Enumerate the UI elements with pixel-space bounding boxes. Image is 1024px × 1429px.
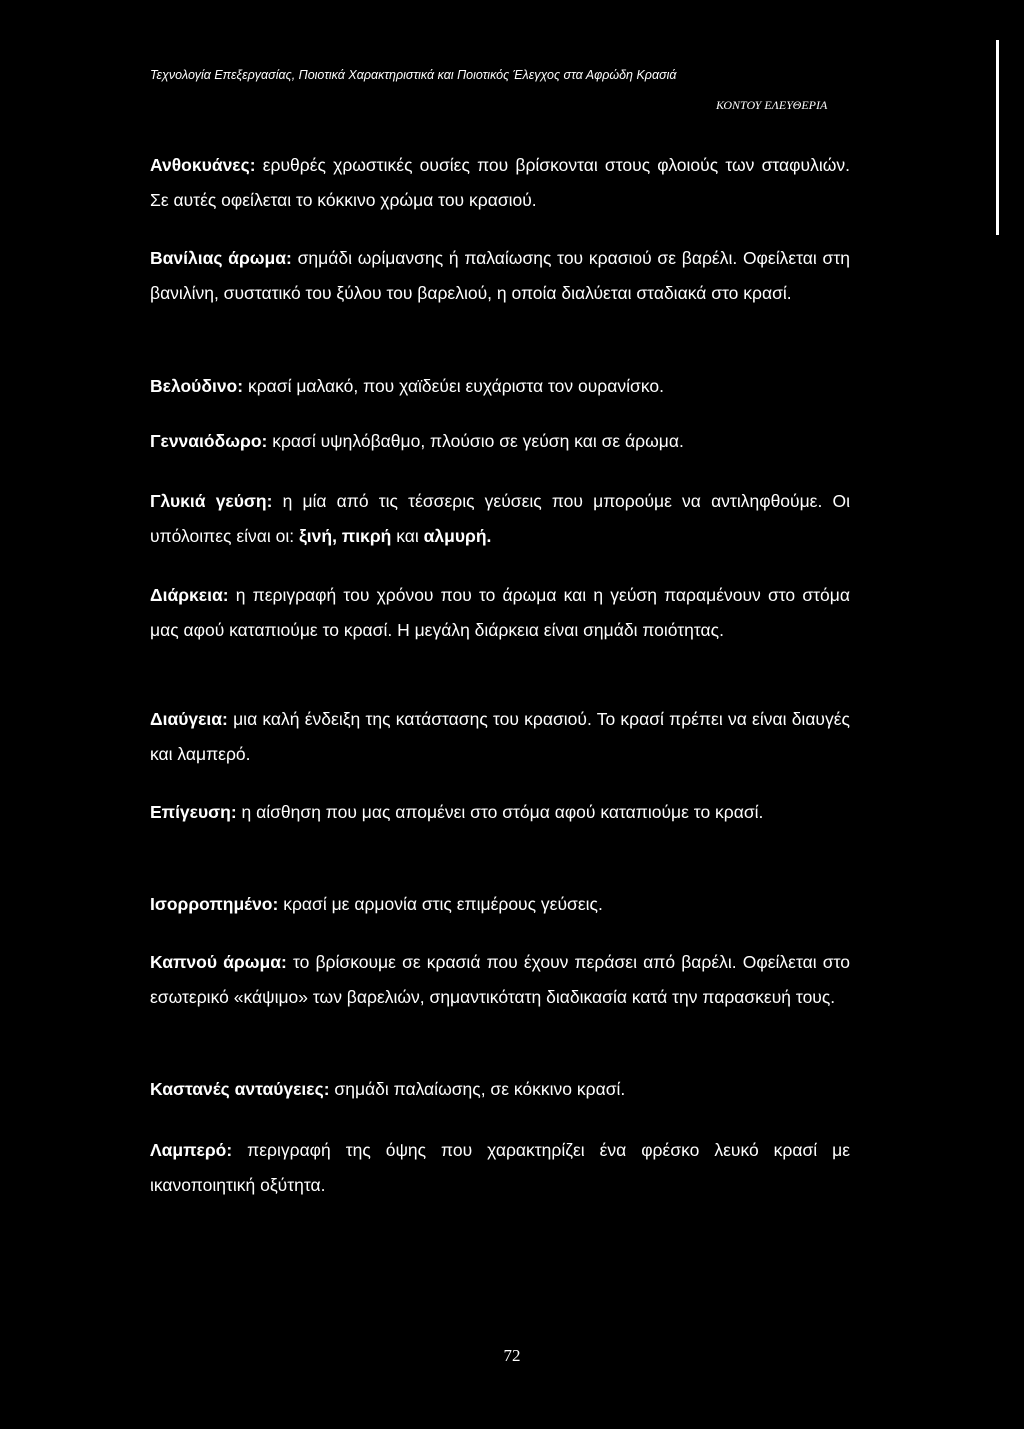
entry-term: Βανίλιας άρωμα: — [150, 248, 292, 268]
entry-term: Ανθοκυάνες: — [150, 155, 256, 175]
entry-definition: περιγραφή της όψης που χαρακτηρίζει ένα φρέσκο λευκό κρασί με ικανοποιητική οξύτητα. — [150, 1140, 850, 1195]
entry-term: Καπνού άρωμα: — [150, 952, 287, 972]
entry-definition: κρασί με αρμονία στις επιμέρους γεύσεις. — [283, 894, 603, 914]
page-number: 72 — [503, 1346, 521, 1365]
entry-term: Επίγευση: — [150, 802, 237, 822]
glossary-entry-aftertaste — [150, 795, 850, 830]
glossary-entry-generous — [150, 424, 850, 459]
entry-term: Διάρκεια: — [150, 585, 229, 605]
entry-end-punctuation: . — [486, 526, 492, 546]
edge-scan-mark — [996, 40, 999, 235]
entry-term: Ισορροπημένο: — [150, 894, 279, 914]
glossary-entry-vanilla-aroma — [150, 241, 850, 311]
entry-definition: η περιγραφή του χρόνου που το άρωμα και η γεύση παραμένουν στο στόμα μας αφού καταπιούμε το κρασί. Η μεγάλη διάρκεια είναι σημάδι ποιότητας. — [150, 585, 850, 640]
glossary-entry-bright — [150, 1133, 850, 1203]
entry-term: Διαύγεια: — [150, 709, 228, 729]
entry-term: Γενναιόδωρο: — [150, 431, 268, 451]
glossary-entry-brown-reflections — [150, 1072, 850, 1107]
entry-definition: κρασί υψηλόβαθμο, πλούσιο σε γεύση και σε άρωμα. — [272, 431, 684, 451]
entry-definition: κρασί μαλακό, που χαϊδεύει ευχάριστα τον ουρανίσκο. — [247, 376, 664, 396]
entry-highlight: αλμυρή — [423, 526, 487, 546]
entry-highlight: ξινή, πικρή — [299, 526, 392, 546]
entry-term: Καστανές ανταύγειες: — [150, 1079, 330, 1099]
running-header: Τεχνολογία Επεξεργασίας, Ποιοτικά Χαρακτηριστικά και Ποιοτικός Έλεγχος στα Αφρώδη Κρασιά — [150, 68, 677, 82]
glossary-entry-clarity — [150, 702, 850, 772]
glossary-entry-sweet-taste — [150, 484, 850, 554]
entry-connector: και — [396, 526, 419, 546]
entry-definition: η αίσθηση που μας απομένει στο στόμα αφού καταπιούμε το κρασί. — [241, 802, 764, 822]
glossary-entry-smoke-aroma — [150, 945, 850, 1015]
entry-term: Βελούδινο: — [150, 376, 244, 396]
entry-definition: σημάδι ωρίμανσης ή παλαίωσης του κρασιού σε βαρέλι. Οφείλεται στη βανιλίνη, συστατικό του ξύλου του βαρελιού, η οποία διαλύεται σταδιακά στο κρασί. — [150, 248, 851, 303]
glossary-entry-duration — [150, 578, 850, 648]
glossary-entry-balanced — [150, 887, 850, 922]
glossary-entry-anthocyanins — [150, 148, 850, 218]
entry-definition: σημάδι παλαίωσης, σε κόκκινο κρασί. — [334, 1079, 626, 1099]
entry-definition: το βρίσκουμε σε κρασιά που έχουν περάσει από βαρέλι. Οφείλεται στο εσωτερικό «κάψιμο» των βαρελιών, σημαντικότατη διαδικασία κατά την παρασκευή τους. — [150, 952, 850, 1007]
glossary-entry-velvety — [150, 369, 850, 404]
entry-definition: μια καλή ένδειξη της κατάστασης του κρασιού. Το κρασί πρέπει να είναι διαυγές και λαμπερό. — [150, 709, 850, 764]
author-name: ΚΟΝΤΟΥ ΕΛΕΥΘΕΡΙΑ — [716, 98, 828, 112]
entry-term: Γλυκιά γεύση: — [150, 491, 273, 511]
entry-term: Λαμπερό: — [150, 1140, 233, 1160]
entry-definition: ερυθρές χρωστικές ουσίες που βρίσκονται στους φλοιούς των σταφυλιών. Σε αυτές οφείλεται το κόκκινο χρώμα του κρασιού. — [150, 155, 850, 210]
entry-definition: η μία από τις τέσσερις γεύσεις που μπορούμε να αντιληφθούμε. Οι υπόλοιπες είναι οι: — [150, 491, 850, 546]
